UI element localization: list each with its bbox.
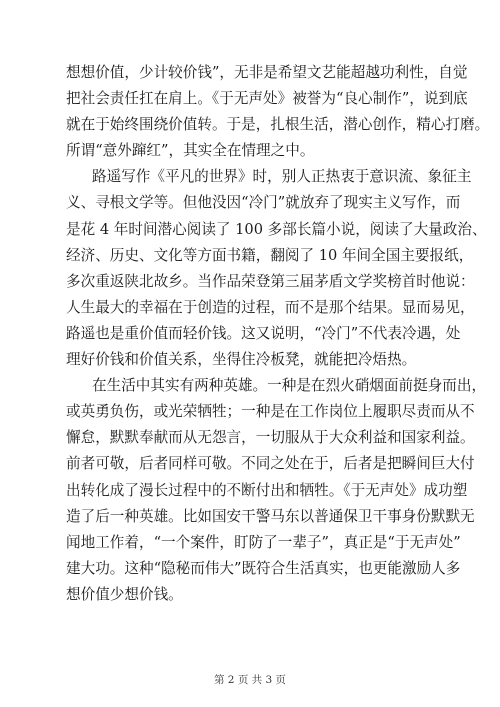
- text-line: 前者可敬，后者同样可敬。不同之处在于，后者是把瞬间巨大付: [66, 455, 475, 473]
- text-line: 出转化成了漫长过程中的不断付出和牺牲。《于无声处》成功塑: [66, 481, 468, 499]
- text-line: 经济、历史、文化等方面书籍，翻阅了 10 年间全国主要报纸，: [66, 246, 474, 264]
- text-line: 是花 4 年时间潜心阅读了 100 多部长篇小说，阅读了大量政治、: [66, 220, 487, 238]
- text-line: 人生最大的幸福在于创造的过程，而不是那个结果。显而易见，: [66, 298, 475, 316]
- paragraph: [66, 373, 487, 608]
- text-line: 造了后一种英雄。比如国安干警马东以普通保卫干事身份默默无: [66, 507, 475, 525]
- text-line: 多次重返陕北故乡。当作品荣登第三届茅盾文学奖榜首时他说：: [66, 272, 475, 290]
- text-line: 路遥写作《平凡的世界》时，别人正热衷于意识流、象征主: [92, 168, 472, 186]
- text-line: 义、寻根文学等。但他没因“冷门”就放弃了现实主义写作，而: [66, 194, 461, 212]
- text-line: 理好价钱和价值关系，坐得住冷板凳，就能把冷焐热。: [66, 351, 417, 369]
- text-line: 闻地工作着，“一个案件，盯防了一辈子”，真正是“于无声处”: [66, 533, 461, 551]
- text-line: 懈怠，默默奉献而从无怨言，一切服从于大众利益和国家利益。: [66, 429, 475, 447]
- page-number-footer: 第 2 页 共 3 页: [213, 674, 287, 686]
- text-line: 在生活中其实有两种英雄。一种是在烈火硝烟面前挺身而出，: [92, 377, 487, 395]
- text-line: 路遥也是重价值而轻价钱。这又说明，“冷门”不代表冷遇，处: [66, 324, 461, 342]
- document-body: [66, 60, 490, 608]
- text-line: 把社会责任扛在肩上。《于无声处》被誉为“良心制作”，说到底: [66, 90, 468, 108]
- text-line: 想价值少想价钱。: [66, 585, 183, 603]
- text-line: 所谓“意外蹿红”，其实全在情理之中。: [66, 142, 315, 160]
- paragraph: [66, 164, 487, 373]
- text-line: 建大功。这种“隐秘而伟大”既符合生活真实，也更能激励人多: [66, 559, 461, 577]
- text-line: 想想价值，少计较价钱”，无非是希望文艺能超越功利性，自觉: [66, 64, 468, 81]
- text-line: 就在于始终围绕价值转。于是，扎根生活，潜心创作，精心打磨。: [66, 116, 490, 134]
- text-line: 或英勇负伤，或光荣牺牲；一种是在工作岗位上履职尽责而从不: [66, 403, 475, 421]
- paragraph: [66, 60, 490, 164]
